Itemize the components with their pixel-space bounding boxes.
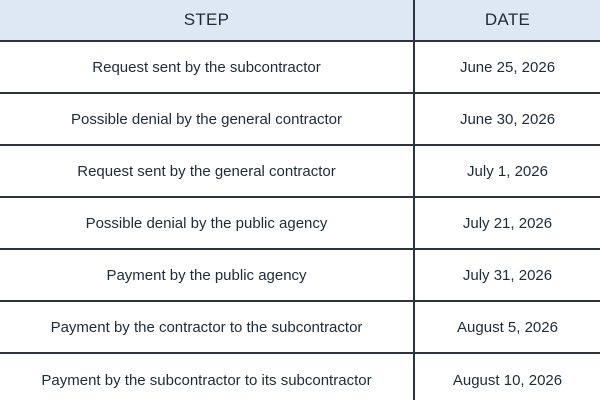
table-row xyxy=(0,249,600,301)
table-row xyxy=(0,41,600,93)
step-cell: Payment by the contractor to the subcontractor xyxy=(0,301,414,353)
header-row xyxy=(0,0,600,41)
date-cell: July 1, 2026 xyxy=(414,145,600,197)
date-cell: July 31, 2026 xyxy=(414,249,600,301)
step-cell: Possible denial by the general contractor xyxy=(0,93,414,145)
step-cell: Payment by the public agency xyxy=(0,249,414,301)
table-row xyxy=(0,353,600,400)
date-cell: August 5, 2026 xyxy=(414,301,600,353)
date-cell: June 30, 2026 xyxy=(414,93,600,145)
table-body xyxy=(0,41,600,400)
table-row xyxy=(0,93,600,145)
date-cell: July 21, 2026 xyxy=(414,197,600,249)
date-cell: August 10, 2026 xyxy=(452,371,563,389)
table-row xyxy=(0,301,600,353)
step-cell: Payment by the subcontractor to its subcontractor xyxy=(0,353,414,400)
step-cell: Request sent by the general contractor xyxy=(0,145,414,197)
date-cell: June 25, 2026 xyxy=(414,41,600,93)
column-header-step: STEP xyxy=(0,0,414,41)
table-row xyxy=(0,197,600,249)
table-row xyxy=(0,145,600,197)
column-header-date: DATE xyxy=(414,0,600,41)
table-header xyxy=(0,0,600,41)
step-cell: Possible denial by the public agency xyxy=(0,197,414,249)
step-cell: Request sent by the subcontractor xyxy=(0,41,414,93)
